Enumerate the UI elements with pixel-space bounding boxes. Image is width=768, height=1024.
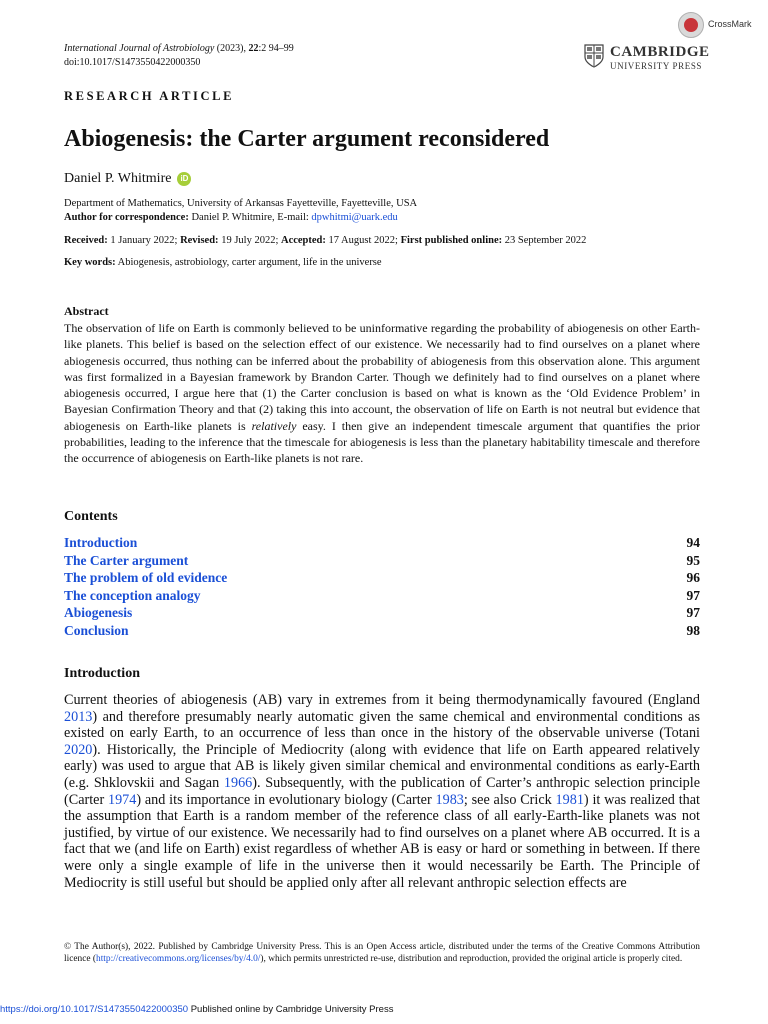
keywords-text: Abiogenesis, astrobiology, carter argument, life in the universe bbox=[117, 257, 382, 268]
journal-doi: doi:10.1017/S1473550422000350 bbox=[64, 57, 201, 68]
publisher-logo bbox=[584, 44, 710, 74]
contents-heading: Contents bbox=[64, 509, 118, 524]
license-text: © The Author(s), 2022. Published by Cambridge University Press. This is an Open Access article, distributed under the terms of the Creative Commons Attribution licence ( bbox=[64, 942, 700, 964]
toc-page: 95 bbox=[686, 552, 700, 568]
journal-volume: 22 bbox=[248, 43, 259, 54]
citation-link[interactable]: 1974 bbox=[107, 791, 137, 808]
intro-text: ). Historically, the Principle of Mediocrity (along with evidence that life on Earth appeared relatively early) was used to argue that AB is likely given similar chemical and environmental conditions as early-Earth (e.g. Shklovskii and Sagan bbox=[64, 741, 700, 791]
received-date: 1 January 2022; bbox=[110, 235, 178, 246]
toc-item bbox=[64, 569, 700, 587]
journal-name: International Journal of Astrobiology bbox=[64, 43, 215, 54]
revised-date: 19 July 2022; bbox=[221, 235, 279, 246]
published-date: 23 September 2022 bbox=[504, 235, 587, 246]
toc-item bbox=[64, 587, 700, 605]
published-by-text: Published online by Cambridge University Press bbox=[188, 1004, 394, 1015]
intro-text: ). Subsequently, with the publication of Carter’s anthropic selection principle (Carter bbox=[64, 774, 700, 808]
toc-item bbox=[64, 604, 700, 622]
license-footer bbox=[64, 941, 700, 965]
intro-text: ; see also Crick bbox=[463, 791, 556, 808]
toc-link-carter-argument[interactable]: The Carter argument bbox=[64, 552, 189, 568]
intro-text: ) and its importance in evolutionary biology (Carter bbox=[136, 791, 436, 808]
doi-footer bbox=[0, 1004, 393, 1015]
publisher-name: CAMBRIDGE bbox=[610, 44, 710, 60]
affiliation-text: Department of Mathematics, University of Arkansas Fayetteville, Fayetteville, USA bbox=[64, 198, 418, 209]
abstract-text bbox=[64, 320, 700, 467]
citation-link[interactable]: 1983 bbox=[435, 791, 464, 808]
shield-icon bbox=[584, 44, 604, 68]
citation-link[interactable]: 1981 bbox=[555, 791, 584, 808]
toc-item bbox=[64, 622, 700, 640]
orcid-icon[interactable]: iD bbox=[177, 172, 191, 186]
abstract-emphasis: relatively bbox=[251, 418, 297, 433]
toc-page: 98 bbox=[686, 622, 700, 638]
affiliation bbox=[64, 197, 417, 225]
correspondence-text: Daniel P. Whitmire, E-mail: bbox=[191, 212, 309, 223]
citation-link[interactable]: 2020 bbox=[64, 741, 93, 758]
received-label: Received: bbox=[64, 235, 108, 246]
email-link[interactable]: dpwhitmi@uark.edu bbox=[311, 212, 398, 223]
article-type: RESEARCH ARTICLE bbox=[64, 89, 235, 103]
toc-page: 97 bbox=[686, 587, 700, 603]
crossmark-icon bbox=[678, 12, 704, 38]
toc-link-conclusion[interactable]: Conclusion bbox=[64, 622, 129, 638]
accepted-label: Accepted: bbox=[280, 235, 326, 246]
toc-link-introduction[interactable]: Introduction bbox=[64, 535, 138, 550]
keywords-label: Key words: bbox=[64, 257, 116, 268]
keywords-line bbox=[64, 256, 382, 270]
accepted-date: 17 August 2022; bbox=[328, 235, 398, 246]
introduction-heading: Introduction bbox=[64, 666, 140, 681]
revised-label: Revised: bbox=[180, 235, 219, 246]
correspondence-line bbox=[64, 211, 417, 225]
citation-link[interactable]: 2013 bbox=[64, 708, 93, 725]
publisher-subname: UNIVERSITY PRESS bbox=[610, 61, 703, 71]
toc-page: 97 bbox=[686, 605, 700, 620]
abstract-text-part1: The observation of life on Earth is commonly believed to be uninformative regarding the probability of abiogenesis on other Earth-like planets. This belief is based on the selection effect of our existence. We necessarily had to find ourselves on a planet where abiogenesis occurred, thus nothing can be inferred about the probability of abiogenesis from this observation alone. This argument was first formalized in a Bayesian framework by Brandon Carter. Though we definitely had to find ourselves on a planet where abiogenesis occurred, I argue here that (1) the Carter conclusion is based on what is known as the ‘Old Evidence Problem’ in Bayesian Confirmation Theory and that (2) taking this into account, the observation of life on Earth is not neutral but evidence that abiogenesis on Earth-like planets is bbox=[64, 321, 700, 433]
intro-text: Current theories of abiogenesis (AB) vary in extremes from it being thermodynamically favoured (England bbox=[64, 692, 700, 708]
toc-link-abiogenesis[interactable]: Abiogenesis bbox=[64, 605, 133, 620]
toc-page: 96 bbox=[686, 570, 700, 585]
table-of-contents bbox=[64, 534, 700, 639]
crossmark-badge[interactable] bbox=[678, 12, 758, 38]
introduction-text bbox=[64, 692, 700, 891]
dates-line bbox=[64, 234, 586, 248]
toc-item bbox=[64, 534, 700, 552]
crossmark-label: CrossMark bbox=[708, 19, 752, 29]
intro-text: ) it was realized that the assumption that Earth is a random member of the reference class of all early-Earth-like planets was not justified, by virtue of our existence. We necessarily had to find ourselves on a planet where AB occurred. It is a fact that we (and life on Earth) exist regardless of whether AB is easy or hard or something in between. If there were only a single example of life in the universe then it would necessarily be Earth. The Principle of Mediocrity is still useful but should be applied only after all relevant anthropic selection effects are bbox=[64, 791, 700, 891]
journal-issue-pages: :2 94–99 bbox=[258, 43, 294, 54]
abstract-text-part2: easy. I then give an independent timescale argument that quantifies the prior probabilities, leading to the inference that the timescale for abiogenesis is less than the planetary habitability timescale and therefore the occurrence of abiogenesis on Earth-like planets is not rare. bbox=[64, 418, 700, 466]
license-text: ), which permits unrestricted re-use, distribution and reproduction, provided the original article is properly cited. bbox=[260, 954, 683, 964]
published-label: First published online: bbox=[400, 235, 503, 246]
citation-link[interactable]: 1966 bbox=[223, 774, 253, 791]
doi-link[interactable]: https://doi.org/10.1017/S1473550422000350 bbox=[0, 1004, 189, 1015]
article-title: Abiogenesis: the Carter argument reconsidered bbox=[64, 126, 550, 152]
author-line bbox=[64, 171, 191, 187]
toc-link-old-evidence[interactable]: The problem of old evidence bbox=[64, 570, 228, 585]
intro-text: ) and therefore presumably nearly automatic given the same chemical and environmental conditions as existed on early Earth, to an occurrence of less than once in the history of the observable universe (Totani bbox=[64, 708, 700, 742]
journal-citation bbox=[64, 42, 294, 70]
toc-item bbox=[64, 552, 700, 570]
toc-page: 94 bbox=[686, 535, 700, 550]
toc-link-conception-analogy[interactable]: The conception analogy bbox=[64, 587, 201, 603]
license-link[interactable]: http://creativecommons.org/licenses/by/4.0/ bbox=[96, 954, 261, 964]
journal-year: (2023), bbox=[216, 43, 246, 54]
abstract-heading: Abstract bbox=[64, 304, 109, 318]
author-name: Daniel P. Whitmire bbox=[64, 171, 172, 186]
correspondence-label: Author for correspondence: bbox=[64, 212, 189, 223]
